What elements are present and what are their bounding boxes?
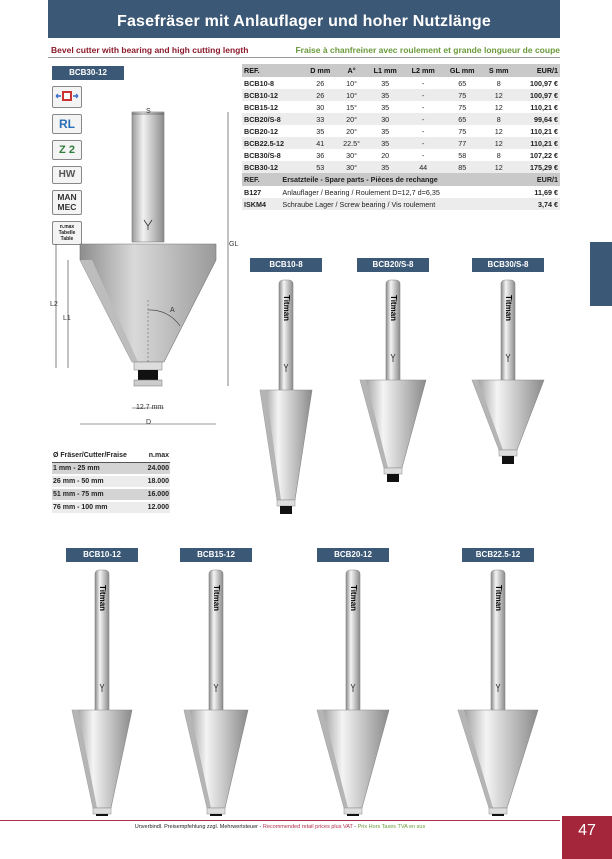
speed-row bbox=[52, 475, 170, 488]
spec-cell: - bbox=[404, 137, 442, 149]
spec-header: GL mm bbox=[442, 64, 482, 77]
spec-cell: 30° bbox=[337, 161, 366, 173]
page-number: 47 bbox=[562, 816, 612, 859]
spec-cell: - bbox=[404, 113, 442, 125]
spec-cell: - bbox=[421, 78, 425, 88]
bit-label: BCB15-12 bbox=[180, 548, 252, 562]
spec-row bbox=[242, 137, 560, 149]
page-title: Fasefräser mit Anlauflager und hoher Nutzlänge bbox=[116, 13, 491, 30]
bit-label: BCB20-12 bbox=[317, 548, 389, 562]
spec-header: EUR/1 bbox=[515, 64, 560, 77]
spec-cell: 12 bbox=[482, 89, 515, 101]
spec-cell: 44 bbox=[404, 161, 442, 173]
spec-cell: 8 bbox=[482, 113, 515, 125]
brand-logo: Titman bbox=[348, 584, 358, 612]
spec-cell: BCB20/S-8 bbox=[242, 113, 303, 125]
spec-header: S mm bbox=[482, 64, 515, 77]
dim-l1: L1 bbox=[63, 315, 71, 322]
main-bit-drawing bbox=[52, 100, 242, 440]
spec-cell: 75 bbox=[442, 89, 482, 101]
speed-header: Ø Fräser/Cutter/Fraise bbox=[52, 451, 142, 463]
bit-drawing bbox=[448, 566, 548, 816]
parts-header: Ersatzteile - Spare parts - Pièces de rechange bbox=[280, 173, 519, 186]
dim-l2: L2 bbox=[50, 301, 58, 308]
spec-cell: 20° bbox=[337, 113, 366, 125]
speed-cell: 12.000 bbox=[142, 501, 170, 514]
page-header bbox=[48, 0, 560, 38]
speed-row bbox=[52, 488, 170, 501]
spec-cell: 58 bbox=[458, 150, 467, 160]
parts-cell: 11,69 € bbox=[534, 187, 558, 197]
spec-cell: 30 bbox=[366, 113, 404, 125]
spec-cell: 35 bbox=[366, 161, 404, 173]
parts-header: EUR/1 bbox=[519, 173, 560, 186]
bit-drawing bbox=[166, 566, 266, 816]
speed-cell: 76 mm - 100 mm bbox=[52, 501, 142, 514]
spec-header: L2 mm bbox=[404, 64, 442, 77]
bit-drawing bbox=[343, 276, 443, 526]
spec-cell: 85 bbox=[442, 161, 482, 173]
footer-fr: Prix Hors Taxes TVA en sus bbox=[357, 824, 426, 830]
parts-cell: Anlauflager / Bearing / Roulement D=12,7 d=6,35 bbox=[282, 187, 440, 197]
spec-cell: 175,29 € bbox=[515, 161, 560, 173]
bit-label: BCB30/S-8 bbox=[472, 258, 544, 272]
spec-row bbox=[242, 149, 560, 161]
spec-cell: BCB20-12 bbox=[244, 126, 278, 136]
speed-header: n.max bbox=[142, 451, 170, 463]
spec-cell: 36 bbox=[316, 150, 325, 160]
spec-cell: BCB10-8 bbox=[244, 78, 274, 88]
speed-cell: 26 mm - 50 mm bbox=[52, 475, 142, 488]
speed-cell: 1 mm - 25 mm bbox=[52, 463, 142, 476]
spec-cell: 12 bbox=[482, 137, 515, 149]
spec-cell: - bbox=[421, 150, 425, 160]
spec-cell: - bbox=[421, 126, 425, 136]
dim-s: S bbox=[146, 108, 151, 115]
spec-header: REF. bbox=[242, 64, 303, 77]
spec-cell: 33 bbox=[303, 113, 337, 125]
spec-cell: 41 bbox=[303, 137, 337, 149]
spec-cell: BCB22.5-12 bbox=[242, 137, 303, 149]
footer-en: Recommended retail prices plus VAT bbox=[262, 824, 353, 830]
speed-table bbox=[52, 451, 170, 515]
spec-cell: 110,21 € bbox=[530, 102, 558, 112]
spec-cell: 22.5° bbox=[337, 137, 366, 149]
brand-logo: Titman bbox=[388, 294, 398, 322]
section-tab bbox=[590, 242, 612, 306]
divider bbox=[48, 57, 560, 58]
spec-header: L1 mm bbox=[366, 64, 404, 77]
spec-cell: 107,22 € bbox=[530, 150, 558, 160]
bit-drawing bbox=[303, 566, 403, 816]
spec-cell: 35 bbox=[381, 126, 390, 136]
bit-label: BCB10-8 bbox=[250, 258, 322, 272]
spec-header: D mm bbox=[303, 64, 337, 77]
speed-cell: 24.000 bbox=[142, 463, 170, 476]
dim-d: D bbox=[146, 419, 152, 426]
spec-row bbox=[242, 77, 560, 89]
brand-logo: Titman bbox=[503, 294, 513, 322]
spec-cell: 20 bbox=[381, 150, 390, 160]
shank bbox=[132, 112, 164, 242]
spec-header: A° bbox=[337, 64, 366, 77]
spec-row bbox=[242, 89, 560, 101]
parts-row bbox=[242, 198, 560, 210]
spec-cell: 75 bbox=[458, 126, 467, 136]
hw-icon: HW bbox=[52, 166, 82, 184]
speed-cell: 16.000 bbox=[142, 488, 170, 501]
spec-cell: 65 bbox=[458, 78, 467, 88]
spec-cell: 35 bbox=[381, 102, 390, 112]
nmax-table-icon: n.max Tabelle Table bbox=[52, 221, 82, 245]
man-mec-icon: MAN MEC bbox=[52, 190, 82, 215]
spec-cell: 100,97 € bbox=[515, 89, 560, 101]
dim-gl: GL bbox=[229, 241, 239, 248]
spec-cell: 53 bbox=[303, 161, 337, 173]
spec-cell: BCB10-12 bbox=[242, 89, 303, 101]
footer-divider bbox=[0, 820, 560, 821]
z2-icon: Z 2 bbox=[52, 140, 82, 160]
speed-row bbox=[52, 501, 170, 514]
bit-drawing bbox=[52, 566, 152, 816]
brand-logo: Titman bbox=[281, 294, 291, 322]
spec-cell: 10° bbox=[337, 89, 366, 101]
footer-de: Unverbindl. Preisempfehlung zzgl. Mehrwertsteuer bbox=[134, 824, 258, 830]
spare-parts-table bbox=[242, 173, 560, 210]
brand-logo: Titman bbox=[493, 584, 503, 612]
spec-cell: 12 bbox=[494, 126, 503, 136]
spec-row bbox=[242, 161, 560, 173]
spec-cell: 110,21 € bbox=[530, 126, 558, 136]
spec-cell: 100,97 € bbox=[530, 78, 558, 88]
dim-bearing: 12.7 mm bbox=[136, 404, 164, 411]
spec-cell: 75 bbox=[458, 102, 467, 112]
spec-cell: BCB30/S-8 bbox=[244, 150, 281, 160]
spec-cell: 15° bbox=[346, 102, 358, 112]
spec-cell: 26 bbox=[316, 78, 325, 88]
speed-cell: 18.000 bbox=[142, 475, 170, 488]
parts-row bbox=[242, 186, 560, 198]
subtitle-english: Bevel cutter with bearing and high cutting length bbox=[51, 45, 249, 55]
spec-cell: 26 bbox=[303, 89, 337, 101]
bit-label: BCB22.5-12 bbox=[462, 548, 534, 562]
brand-logo: Titman bbox=[211, 584, 221, 612]
parts-cell: ISKM4 bbox=[242, 198, 280, 210]
rotation-rl-icon: RL bbox=[52, 114, 82, 134]
spec-cell: 30 bbox=[316, 102, 325, 112]
spec-cell: 110,21 € bbox=[515, 137, 560, 149]
spec-cell: 77 bbox=[442, 137, 482, 149]
spec-cell: 20° bbox=[346, 126, 358, 136]
subtitle-french: Fraise à chanfreiner avec roulement et grande longueur de coupe bbox=[295, 45, 560, 55]
bit-drawing bbox=[458, 276, 558, 526]
spec-cell: 65 bbox=[442, 113, 482, 125]
parts-cell: 3,74 € bbox=[519, 198, 560, 210]
spec-cell: 8 bbox=[496, 78, 501, 88]
spec-cell: 35 bbox=[381, 78, 390, 88]
parts-header: REF. bbox=[242, 173, 280, 186]
speed-cell: 51 mm - 75 mm bbox=[52, 488, 142, 501]
spec-cell: 35 bbox=[366, 89, 404, 101]
spec-row bbox=[242, 101, 560, 113]
spec-cell: BCB30-12 bbox=[242, 161, 303, 173]
spec-cell: 99,64 € bbox=[515, 113, 560, 125]
spec-cell: - bbox=[421, 102, 425, 112]
spec-table bbox=[242, 64, 560, 173]
spec-cell: 12 bbox=[482, 161, 515, 173]
spec-cell: 8 bbox=[496, 150, 501, 160]
spec-row bbox=[242, 125, 560, 137]
bit-label: BCB10-12 bbox=[66, 548, 138, 562]
bit-drawing bbox=[236, 276, 336, 526]
spec-cell: 35 bbox=[316, 126, 325, 136]
spec-cell: - bbox=[404, 89, 442, 101]
spec-cell: 10° bbox=[346, 78, 358, 88]
spec-row bbox=[242, 113, 560, 125]
parts-cell: Schraube Lager / Screw bearing / Vis roulement bbox=[280, 198, 519, 210]
spec-cell: 30° bbox=[346, 150, 358, 160]
speed-row bbox=[52, 463, 170, 476]
dim-a: A bbox=[170, 307, 175, 314]
spec-cell: 12 bbox=[494, 102, 503, 112]
parts-cell: B127 bbox=[244, 187, 262, 197]
bearing bbox=[138, 370, 158, 380]
footer-note: Unverbindl. Preisempfehlung zzgl. Mehrwertsteuer - Recommended retail prices plus VAT - Prix Hors Taxes TVA en sus bbox=[134, 824, 426, 830]
brand-logo: Titman bbox=[97, 584, 107, 612]
spec-cell: 35 bbox=[366, 137, 404, 149]
spec-cell: BCB15-12 bbox=[244, 102, 278, 112]
bit-label: BCB20/S-8 bbox=[357, 258, 429, 272]
main-bit-label: BCB30-12 bbox=[52, 66, 124, 80]
